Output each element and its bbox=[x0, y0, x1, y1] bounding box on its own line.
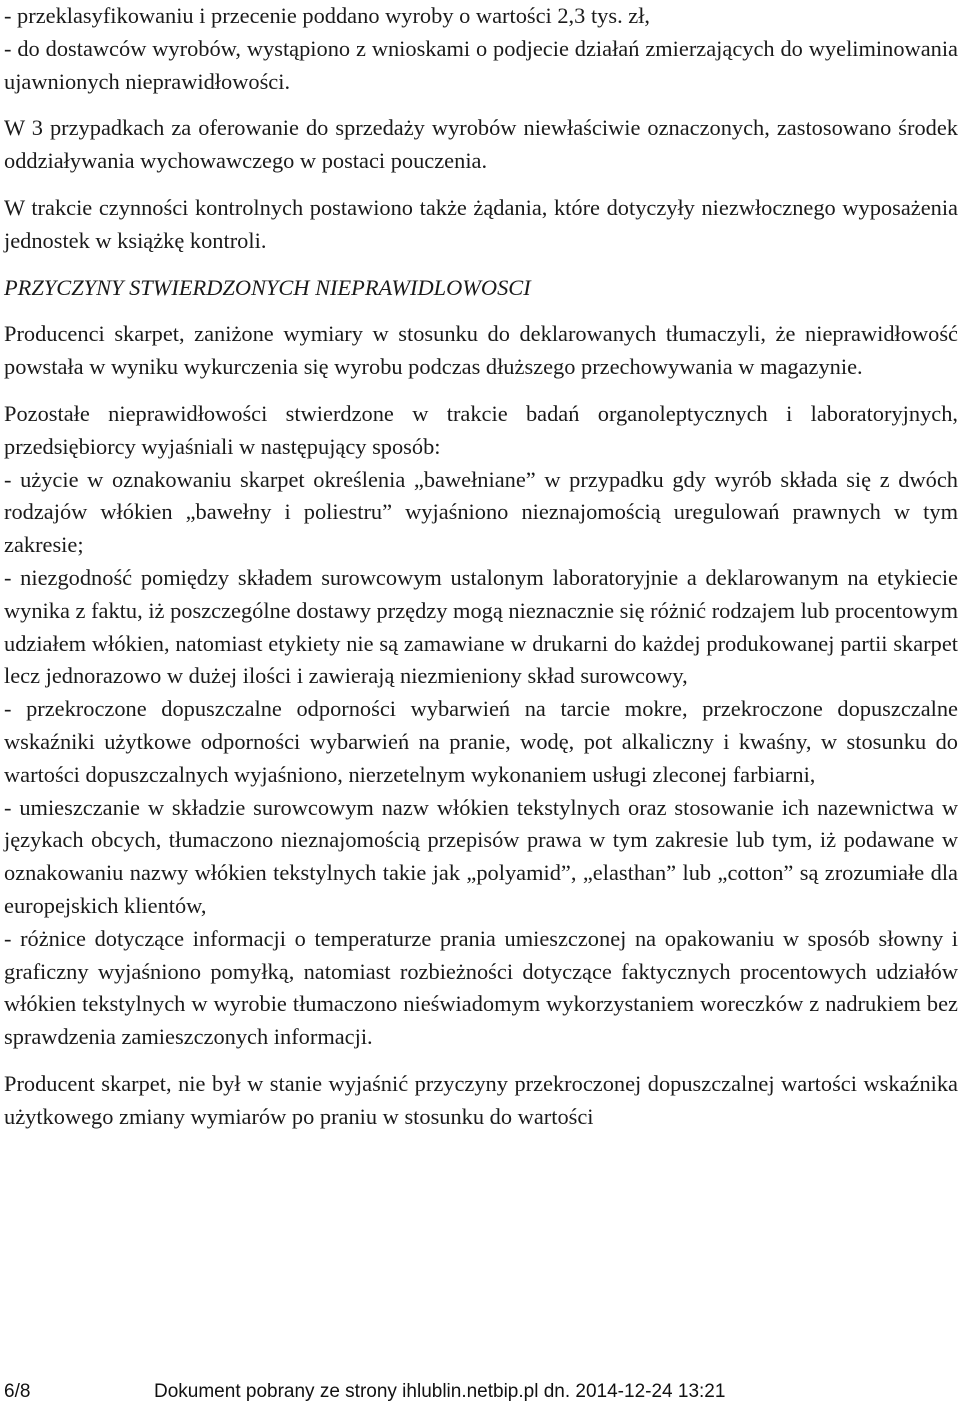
list-item: - niezgodność pomiędzy składem surowcowym ustalonym laboratoryjnie a deklarowanym na etykiecie wynika z faktu, iż poszczególne dostawy przędzy mogą nieznacznie się różnić rodzajem lub procentowym udziałem włókien, natomiast etykiety nie są zamawiane w drukarni do każdej produkowanej partii skarpet lecz jednorazowo w dużej ilości i zawierają niezmieniony skład surowcowy, bbox=[4, 564, 958, 689]
list-item: - różnice dotyczące informacji o temperaturze prania umieszczonej na opakowaniu w sposób słowny i graficzny wyjaśniono pomyłką, natomiast rozbieżności dotyczące faktycznych procentowych udziałów włókien tekstylnych w wyrobie tłumaczono nieświadomym wykorzystaniem woreczków z nadrukiem bez sprawdzenia zamieszczonych informacji. bbox=[4, 925, 958, 1050]
paragraph-producenci: Producenci skarpet, zaniżone wymiary w stosunku do deklarowanych tłumaczyli, że nieprawidłowość powstała w wyniku wykurczenia się wyrobu podczas dłuższego przechowywania w magazynie. bbox=[4, 321, 958, 380]
download-source-note: Dokument pobrany ze strony ihlublin.netbip.pl dn. 2014-12-24 13:21 bbox=[154, 1381, 726, 1402]
list-item: - użycie w oznakowaniu skarpet określenia „bawełniane” w przypadku gdy wyrób składa się z dwóch rodzajów włókien „bawełny i poliestru” wyjaśniono nieznajomością uregulowań prawnych w tym zakresie; bbox=[4, 466, 958, 558]
intro-item: - do dostawców wyrobów, wystąpiono z wnioskami o podjecie działań zmierzających do wyeliminowania ujawnionych nieprawidłowości. bbox=[4, 35, 958, 94]
paragraph-pozostale: Pozostałe nieprawidłowości stwierdzone w trakcie badań organoleptycznych i laboratoryjnych, przedsiębiorcy wyjaśniali w następujący sposób: bbox=[4, 400, 958, 459]
paragraph-final: Producent skarpet, nie był w stanie wyjaśnić przyczyny przekroczonej dopuszczalnej wartości wskaźnika użytkowego zmiany wymiarów po praniu w stosunku do wartości bbox=[4, 1070, 958, 1129]
list-item: - przekroczone dopuszczalne odporności wybarwień na tarcie mokre, przekroczone dopuszczalne wskaźniki użytkowe odporności wybarwień na pranie, wodę, pot alkaliczny i kwaśny, w stosunku do wartości dopuszczalnych wyjaśniono, nierzetelnym wykonaniem usługi zleconej farbiarni, bbox=[4, 696, 958, 787]
paragraph-zadania: W trakcie czynności kontrolnych postawiono także żądania, które dotyczyły niezwłocznego wyposażenia jednostek w książkę kontroli. bbox=[4, 194, 958, 253]
intro-item: - przeklasyfikowaniu i przecenie poddano wyroby o wartości 2,3 tys. zł, bbox=[4, 3, 651, 28]
list-item: - umieszczanie w składzie surowcowym nazw włókien tekstylnych oraz stosowanie ich nazewnictwa w językach obcych, tłumaczono nieznajomością przepisów prawa w tym zakresie lub tym, iż podawane w oznakowaniu nazwy włókien tekstylnych takie jak „polyamid”, „elasthan” lub „cotton” są zrozumiałe dla europejskich klientów, bbox=[4, 794, 958, 918]
document-body bbox=[4, 0, 958, 1134]
paragraph-pouczenie: W 3 przypadkach za oferowanie do sprzedaży wyrobów niewłaściwie oznaczonych, zastosowano środek oddziaływania wychowawczego w postaci pouczenia. bbox=[4, 115, 958, 174]
section-heading: PRZYCZYNY STWIERDZONYCH NIEPRAWIDLOWOSCI bbox=[4, 274, 531, 300]
page-number: 6/8 bbox=[4, 1381, 31, 1402]
